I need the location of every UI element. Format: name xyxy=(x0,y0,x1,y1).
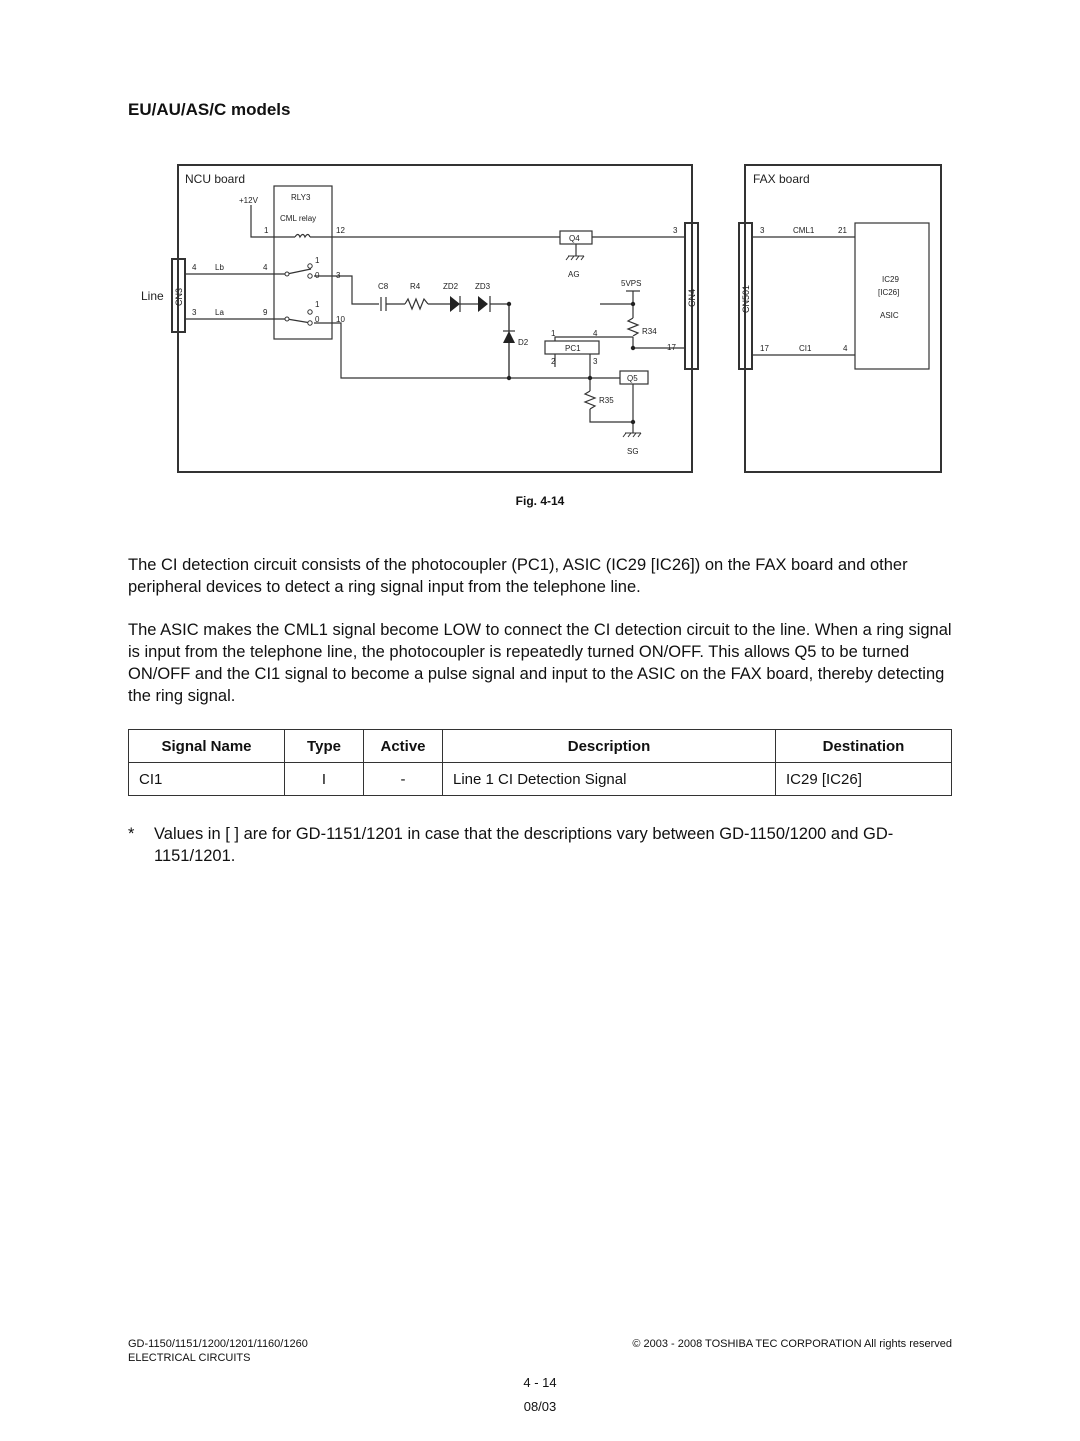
switch-1b-label: 1 xyxy=(315,300,320,309)
plus12v-label: +12V xyxy=(239,196,258,205)
table-row xyxy=(129,763,952,796)
header-destination: Destination xyxy=(776,730,952,763)
asic-pin-4-label: 4 xyxy=(843,344,848,353)
cn4-label: CN4 xyxy=(687,288,697,307)
page-date: 08/03 xyxy=(523,1399,557,1414)
cell-type: I xyxy=(285,763,364,796)
r35-label: R35 xyxy=(599,396,614,405)
cell-destination: IC29 [IC26] xyxy=(776,763,952,796)
fax-pin-3-label: 3 xyxy=(760,226,765,235)
sg-label: SG xyxy=(627,447,639,456)
fax-board-label: FAX board xyxy=(753,172,810,186)
zd3-label: ZD3 xyxy=(475,282,491,291)
footnote xyxy=(128,823,954,867)
switch-1a-label: 1 xyxy=(315,256,320,265)
paragraph-2: The ASIC makes the CML1 signal become LOW to connect the CI detection circuit to the line. When a ring signal is input from the telephone line, the photocoupler is repeatedly turned ON/OFF. This allows Q5 to be turned ON/OFF and the CI1 signal to become a pulse signal and input to the ASIC on the FAX board, thereby detecting the ring signal. xyxy=(128,621,952,705)
footer-section: ELECTRICAL CIRCUITS xyxy=(128,1352,251,1364)
lb-label: Lb xyxy=(215,263,224,272)
footer-models: GD-1150/1151/1200/1201/1160/1260 xyxy=(128,1338,308,1350)
pin-9-label: 9 xyxy=(263,308,268,317)
cml1-label: CML1 xyxy=(793,226,815,235)
cell-active: - xyxy=(364,763,443,796)
cell-signal-name: CI1 xyxy=(129,763,285,796)
pc1-pin-2-label: 2 xyxy=(551,357,556,366)
header-type: Type xyxy=(285,730,364,763)
c8-label: C8 xyxy=(378,282,389,291)
cml-relay-label: CML relay xyxy=(280,214,317,223)
pc1-pin-4-label: 4 xyxy=(593,329,598,338)
relay-pin-4-label: 4 xyxy=(263,263,268,272)
footer-copyright: © 2003 - 2008 TOSHIBA TEC CORPORATION All rights reserved xyxy=(632,1338,952,1350)
header-active: Active xyxy=(364,730,443,763)
paragraph-1: The CI detection circuit consists of the photocoupler (PC1), ASIC (IC29 [IC26]) on the FAX board and other peripheral devices to detect a ring signal input from the telephone line. xyxy=(128,556,908,596)
signal-table xyxy=(128,729,952,796)
ci1-label: CI1 xyxy=(799,344,812,353)
pin-3-label: 3 xyxy=(336,271,341,280)
q4-label: Q4 xyxy=(569,234,580,243)
pin-12-label: 12 xyxy=(336,226,345,235)
circuit-diagram xyxy=(0,0,1080,490)
footnote-text: Values in [ ] are for GD-1151/1201 in case that the descriptions vary between GD-1150/1200 and GD-1151/1201. xyxy=(154,825,894,865)
r4-label: R4 xyxy=(410,282,421,291)
header-description: Description xyxy=(443,730,776,763)
table-header-row xyxy=(129,730,952,763)
page-number: 4 - 14 xyxy=(523,1375,557,1390)
cn3-label: CN3 xyxy=(174,287,184,306)
section-title: EU/AU/AS/C models xyxy=(128,100,291,119)
line-label: Line xyxy=(141,289,164,303)
switch-0a-label: 0 xyxy=(315,271,320,280)
pin-10-label: 10 xyxy=(336,315,345,324)
ag-label: AG xyxy=(568,270,580,279)
q5-label: Q5 xyxy=(627,374,638,383)
cn4-pin-3-label: 3 xyxy=(673,226,678,235)
cn3-pin-3-label: 3 xyxy=(192,308,197,317)
switch-0b-label: 0 xyxy=(315,315,320,324)
footer-left xyxy=(128,1337,308,1365)
zd2-label: ZD2 xyxy=(443,282,459,291)
d2-label: D2 xyxy=(518,338,529,347)
asic-label: ASIC xyxy=(880,311,899,320)
asic-pin-21-label: 21 xyxy=(838,226,847,235)
pc1-pin-3-label: 3 xyxy=(593,357,598,366)
pc1-label: PC1 xyxy=(565,344,581,353)
cn3-pin-4-label: 4 xyxy=(192,263,197,272)
r34-label: R34 xyxy=(642,327,657,336)
pin-1-label: 1 xyxy=(264,226,269,235)
fax-pin-17-label: 17 xyxy=(760,344,769,353)
cn501-label: CN501 xyxy=(741,284,751,313)
rly3-label: RLY3 xyxy=(291,193,311,202)
ic29-label: IC29 xyxy=(882,275,899,284)
figure-caption: Fig. 4-14 xyxy=(515,494,565,508)
footnote-marker: * xyxy=(128,825,135,843)
ic26-label: [IC26] xyxy=(878,288,900,297)
la-label: La xyxy=(215,308,224,317)
pc1-pin-1-label: 1 xyxy=(551,329,556,338)
ncu-board-label: NCU board xyxy=(185,172,246,186)
cn4-pin-17-label: 17 xyxy=(667,343,676,352)
cell-description: Line 1 CI Detection Signal xyxy=(443,763,776,796)
header-signal-name: Signal Name xyxy=(129,730,285,763)
5vps-label: 5VPS xyxy=(621,279,642,288)
